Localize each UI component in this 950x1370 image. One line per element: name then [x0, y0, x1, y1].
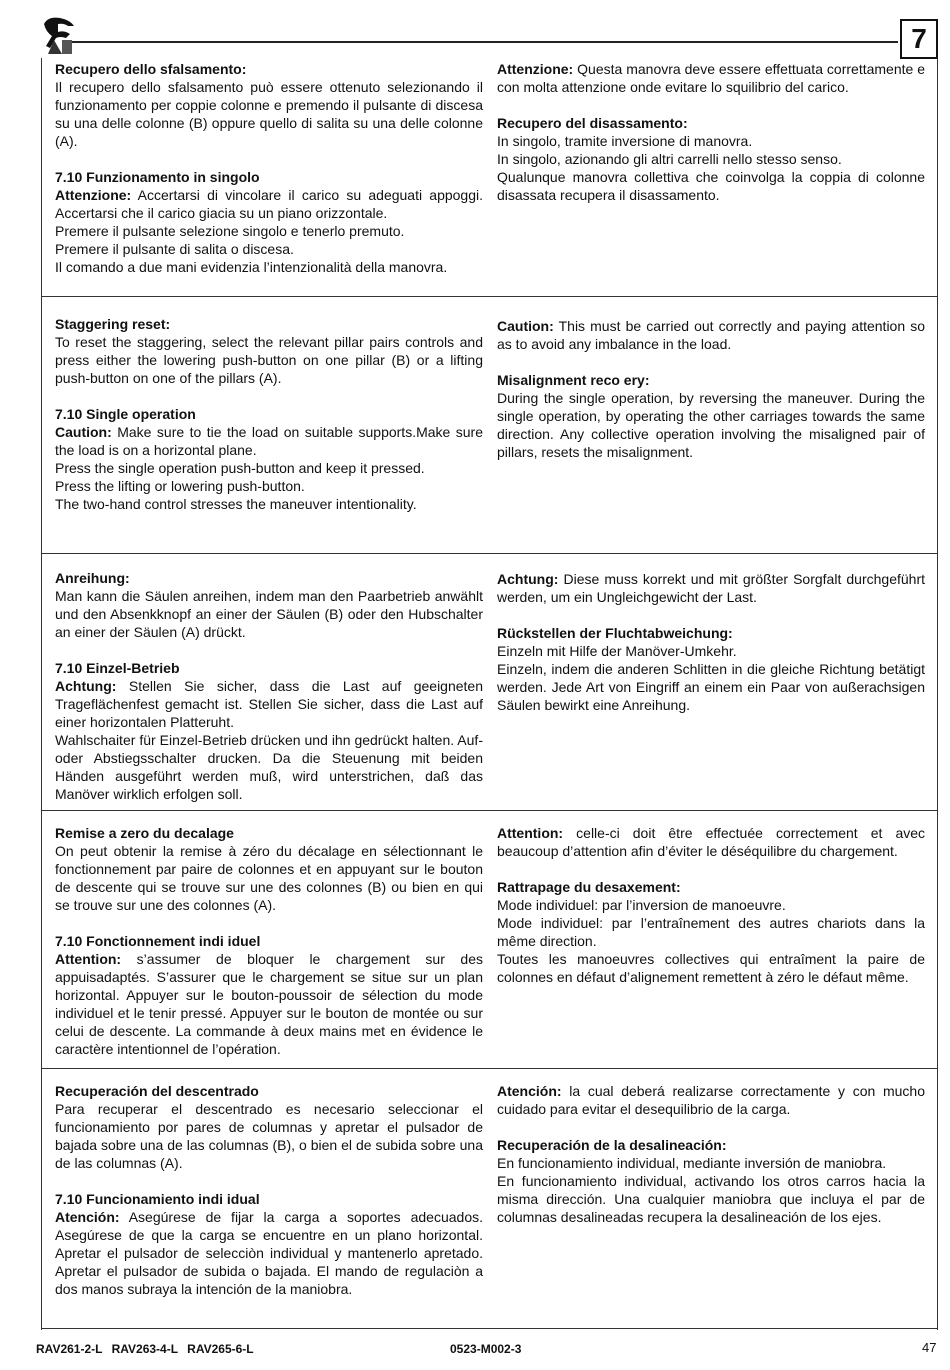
paragraph-gap — [55, 1172, 483, 1190]
paragraph-text: Premere il pulsante di salita o discesa. — [55, 241, 294, 257]
frame-left-border — [41, 58, 42, 1330]
paragraph-text: Einzeln, indem die anderen Schlitten in die gleiche Richtung betätigt werden. Jede Art von Eingriff an einem ein Paar von außerachsigen Säulen bewirkt eine Anreihung. — [497, 661, 925, 713]
paragraph-text: s’assumer de bloquer le chargement sur des appuisadaptés. S’assurer que le chargement se situe sur un plan horizontal. Appuyer sur le bouton-poussoir de sélection du mode individuel et le tenir pressé. Appuyer sur le bouton de montée ou sur celui de descente. La commande à deux mains met en évidence le caractère intentionnel de l’opération. — [55, 951, 483, 1057]
brand-logo — [40, 14, 80, 58]
paragraph-text: Press the single operation push-button and keep it pressed. — [55, 460, 425, 476]
paragraph-gap — [55, 914, 483, 932]
heading-text: Remise a zero du decalage — [55, 825, 234, 841]
header-rule — [72, 41, 898, 43]
section-heading — [497, 624, 925, 642]
paragraph-gap — [497, 96, 925, 114]
paragraph-text: Para recuperar el descentrado es necesario seleccionar el funcionamiento por pares de columnas y apretar el pulsador de bajada sobre una de las columnas (B), o bien el de subida sobre una de las columnas (A). — [55, 1101, 483, 1171]
heading-text: 7.10 Single operation — [55, 406, 196, 422]
paragraph-text: Il recupero dello sfalsamento può essere ottenuto selezionando il funzionamento per coppie colonne e premendo il pulsante di discesa su una delle colonne (B) oppure quello di salita su una delle colonne (A). — [55, 79, 483, 149]
paragraph-text: Make sure to tie the load on suitable supports.Make sure the load is on a horizontal plane. — [55, 424, 484, 458]
paragraph — [497, 168, 925, 204]
section-divider — [41, 1068, 938, 1069]
section-heading — [55, 315, 483, 333]
caution-label: Attention: — [55, 951, 122, 967]
heading-text: Rattrapage du desaxement: — [497, 879, 681, 895]
section-left-column — [55, 315, 483, 513]
caution-label: Achtung: — [497, 571, 559, 587]
paragraph-text: la cual deberá realizarse correctamente y con mucho cuidado para evitar el desequilibrio de la carga. — [497, 1083, 925, 1117]
heading-text: Recupero del disassamento: — [497, 115, 688, 131]
paragraph-text: Accertarsi di vincolare il carico su adeguati appoggi. Accertarsi che il carico giacia su un piano orizzontale. — [55, 187, 484, 221]
paragraph — [55, 587, 483, 641]
section-heading — [55, 1082, 483, 1100]
paragraph — [55, 222, 483, 240]
section-heading — [55, 168, 483, 186]
section-heading — [55, 932, 483, 950]
caution-label: Caution: — [497, 318, 554, 334]
paragraph — [497, 1154, 925, 1172]
section-heading — [55, 659, 483, 677]
paragraph-text: During the single operation, by reversing the maneuver. During the single operation, by operating the other carriages towards the same direction. Any collective operation involving the misaligned pair of pillars, resets the misalignment. — [497, 390, 925, 460]
heading-text: Recuperación del descentrado — [55, 1083, 259, 1099]
section-right-column — [497, 317, 925, 461]
chapter-number: 7 — [900, 19, 938, 59]
caution-label: Attention: — [497, 825, 564, 841]
footer-page-number: 47 — [922, 1340, 937, 1355]
heading-text: 7.10 Fonctionnement indi iduel — [55, 933, 261, 949]
caution-label: Atención: — [497, 1083, 562, 1099]
paragraph-gap — [497, 1118, 925, 1136]
section-heading — [497, 878, 925, 896]
paragraph-text: Qualunque manovra collettiva che coinvolga la coppia di colonne disassata recupera il disassamento. — [497, 169, 925, 203]
caution-label: Caution: — [55, 424, 112, 440]
section-heading — [55, 824, 483, 842]
paragraph — [55, 1100, 483, 1172]
paragraph-gap — [497, 353, 925, 371]
paragraph — [55, 950, 483, 1058]
paragraph-text: This must be carried out correctly and paying attention so as to avoid any imbalance in the load. — [497, 318, 925, 352]
paragraph — [55, 258, 483, 276]
paragraph-text: Mode individuel: par l’inversion de manoeuvre. — [497, 897, 786, 913]
paragraph-gap — [55, 387, 483, 405]
paragraph-text: Stellen Sie sicher, dass die Last auf geeigneten Trageflächenfest gemacht ist. Stellen Sie sicher, dass die Last auf einer horizontalen Platteruht. — [55, 678, 483, 730]
paragraph — [55, 677, 483, 731]
paragraph — [55, 459, 483, 477]
paragraph-gap — [55, 150, 483, 168]
section-heading — [497, 1136, 925, 1154]
paragraph-gap — [497, 860, 925, 878]
heading-text: Rückstellen der Fluchtabweichung: — [497, 625, 733, 641]
paragraph — [55, 333, 483, 387]
section-heading — [55, 1190, 483, 1208]
heading-text: 7.10 Funcionamiento indi idual — [55, 1191, 260, 1207]
heading-text: Misalignment reco ery: — [497, 372, 650, 388]
paragraph — [55, 731, 483, 803]
footer-model-list: RAV261-2-L RAV263-4-L RAV265-6-L — [36, 1342, 254, 1356]
section-heading — [55, 60, 483, 78]
heading-text: 7.10 Einzel-Betrieb — [55, 660, 180, 676]
paragraph — [55, 842, 483, 914]
paragraph-text: In singolo, tramite inversione di manovra. — [497, 133, 753, 149]
caution-label: Achtung: — [55, 678, 117, 694]
section-divider — [41, 296, 938, 297]
section-right-column — [497, 824, 925, 986]
paragraph — [497, 914, 925, 950]
paragraph — [497, 60, 925, 96]
paragraph-text: The two-hand control stresses the maneuver intentionality. — [55, 496, 417, 512]
section-divider — [41, 1328, 938, 1329]
heading-text: Staggering reset: — [55, 316, 171, 332]
paragraph — [55, 1208, 483, 1298]
section-left-column — [55, 1082, 483, 1298]
paragraph-text: Einzeln mit Hilfe der Manöver-Umkehr. — [497, 643, 737, 659]
paragraph — [497, 1172, 925, 1226]
paragraph — [55, 423, 483, 459]
paragraph-text: Questa manovra deve essere effettuata correttamente e con molta attenzione onde evitare lo squilibrio del carico. — [497, 61, 926, 95]
section-heading — [497, 114, 925, 132]
frame-right-border — [937, 58, 938, 1330]
paragraph-text: celle-ci doit être effectuée correctement et avec beaucoup d’attention afin d’éviter le déséquilibre du chargement. — [497, 825, 926, 859]
paragraph — [497, 317, 925, 353]
paragraph — [497, 660, 925, 714]
section-left-column — [55, 60, 483, 276]
section-divider — [41, 553, 938, 554]
paragraph-text: Wahlschaiter für Einzel-Betrieb drücken und ihn gedrückt halten. Auf- oder Abstiegsschalter drucken. Da die Steuenung mit beiden Händen ausgeführt werden muß, wird unterstrichen, daß das Manöver wirklich erfolgen soll. — [55, 732, 483, 802]
paragraph-text: Man kann die Säulen anreihen, indem man den Paarbetrieb anwählt und den Absenkknopf an einer der Säulen (B) oder den Hubschalter an einer der Säulen (A) drückt. — [55, 588, 483, 640]
paragraph — [55, 186, 483, 222]
paragraph — [497, 950, 925, 986]
section-heading — [55, 569, 483, 587]
paragraph-gap — [497, 606, 925, 624]
section-left-column — [55, 569, 483, 803]
section-heading — [497, 371, 925, 389]
paragraph — [497, 389, 925, 461]
paragraph-text: Diese muss korrekt und mit größter Sorgfalt durchgeführt werden, um ein Ungleichgewicht der Last. — [497, 571, 925, 605]
section-heading — [55, 405, 483, 423]
section-divider — [41, 810, 938, 811]
heading-text: Anreihung: — [55, 570, 130, 586]
paragraph-text: Asegúrese de fijar la carga a soportes adecuados. Asegúrese de que la carga se encuentre en un plano horizontal. Apretar el pulsador de selecciòn individual y mantenerlo apretado. Apretar el pulsador de subida o bajada. El mando de regulaciòn a dos manos subraya la intención de la maniobra. — [55, 1209, 483, 1297]
caution-label: Attenzione: — [497, 61, 574, 77]
paragraph-text: En funcionamiento individual, activando los otros carros hacia la misma dirección. Una cualquier maniobra que incluya el par de columnas desalineadas recupera la desalineación de los ejes. — [497, 1173, 925, 1225]
section-right-column — [497, 1082, 925, 1226]
paragraph-text: En funcionamiento individual, mediante inversión de maniobra. — [497, 1155, 887, 1171]
paragraph-text: To reset the staggering, select the relevant pillar pairs controls and press either the lowering push-button on one pillar (B) or a lifting push-button on one of the pillars (A). — [55, 334, 483, 386]
section-right-column — [497, 570, 925, 714]
paragraph — [55, 78, 483, 150]
paragraph-text: Il comando a due mani evidenzia l’intenzionalità della manovra. — [55, 259, 448, 275]
paragraph-gap — [55, 641, 483, 659]
paragraph — [497, 150, 925, 168]
paragraph-text: Press the lifting or lowering push-button. — [55, 478, 305, 494]
caution-label: Atención: — [55, 1209, 120, 1225]
paragraph — [497, 132, 925, 150]
paragraph — [497, 642, 925, 660]
paragraph — [497, 570, 925, 606]
section-right-column — [497, 60, 925, 204]
footer-doc-code: 0523-M002-3 — [450, 1342, 522, 1356]
paragraph — [497, 824, 925, 860]
paragraph — [497, 1082, 925, 1118]
heading-text: Recuperación de la desalineación: — [497, 1137, 727, 1153]
paragraph — [55, 495, 483, 513]
heading-text: 7.10 Funzionamento in singolo — [55, 169, 260, 185]
caution-label: Attenzione: — [55, 187, 132, 203]
paragraph-text: Mode individuel: par l’entraînement des autres chariots dans la même direction. — [497, 915, 925, 949]
heading-text: Recupero dello sfalsamento: — [55, 61, 247, 77]
paragraph-text: Premere il pulsante selezione singolo e tenerlo premuto. — [55, 223, 405, 239]
paragraph — [55, 477, 483, 495]
paragraph-text: In singolo, azionando gli altri carrelli nello stesso senso. — [497, 151, 842, 167]
paragraph-text: Toutes les manoeuvres collectives qui entraîment la paire de colonnes en défaut d’alignement remettent à zéro le défaut même. — [497, 951, 925, 985]
paragraph — [55, 240, 483, 258]
paragraph-text: On peut obtenir la remise à zéro du décalage en sélectionnant le fonctionnement par paire de colonnes et en appuyant sur le bouton de descente qui se trouve sur une des colonnes (B) ou bien en qui se trouve sur une des colonnes (A). — [55, 843, 483, 913]
paragraph — [497, 896, 925, 914]
section-left-column — [55, 824, 483, 1058]
